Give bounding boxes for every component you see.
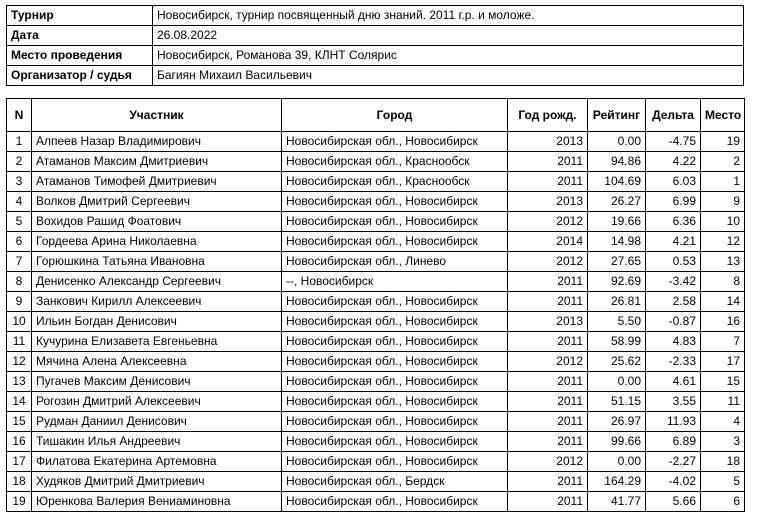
cell-birth-year: 2011 xyxy=(508,292,588,312)
cell-delta: -2.27 xyxy=(646,452,701,472)
cell-rating: 51.15 xyxy=(588,392,646,412)
cell-participant: Кучурина Елизавета Евгеньевна xyxy=(32,332,282,352)
column-header-participant: Участник xyxy=(32,99,282,132)
cell-place: 1 xyxy=(701,172,745,192)
table-row xyxy=(7,192,745,212)
cell-number: 6 xyxy=(7,232,32,252)
header-row xyxy=(7,99,745,132)
cell-number: 5 xyxy=(7,212,32,232)
cell-city: Новосибирская обл., Краснообск xyxy=(282,152,508,172)
cell-city: Новосибирская обл., Линево xyxy=(282,252,508,272)
cell-place: 7 xyxy=(701,332,745,352)
cell-birth-year: 2012 xyxy=(508,452,588,472)
cell-delta: 11.93 xyxy=(646,412,701,432)
cell-place: 19 xyxy=(701,132,745,152)
cell-participant: Волков Дмитрий Сергеевич xyxy=(32,192,282,212)
cell-city: Новосибирская обл., Новосибирск xyxy=(282,352,508,372)
cell-participant: Атаманов Максим Дмитриевич xyxy=(32,152,282,172)
cell-number: 16 xyxy=(7,432,32,452)
cell-rating: 25.62 xyxy=(588,352,646,372)
cell-participant: Мячина Алена Алексеевна xyxy=(32,352,282,372)
cell-birth-year: 2012 xyxy=(508,352,588,372)
table-row xyxy=(7,232,745,252)
table-row xyxy=(7,332,745,352)
column-header-rating: Рейтинг xyxy=(588,99,646,132)
cell-place: 17 xyxy=(701,352,745,372)
column-header-birth-year: Год рожд. xyxy=(508,99,588,132)
info-key: Дата xyxy=(7,26,153,46)
cell-delta: 2.58 xyxy=(646,292,701,312)
table-row xyxy=(7,272,745,292)
cell-number: 3 xyxy=(7,172,32,192)
info-row-date xyxy=(7,26,744,46)
table-row xyxy=(7,452,745,472)
cell-number: 1 xyxy=(7,132,32,152)
cell-number: 7 xyxy=(7,252,32,272)
cell-rating: 0.00 xyxy=(588,372,646,392)
cell-delta: 6.03 xyxy=(646,172,701,192)
column-header-n: N xyxy=(7,99,32,132)
cell-number: 10 xyxy=(7,312,32,332)
info-row-venue xyxy=(7,46,744,66)
info-value: Багиян Михаил Васильевич xyxy=(153,66,744,86)
cell-city: Новосибирская обл., Новосибирск xyxy=(282,132,508,152)
table-row xyxy=(7,492,745,512)
cell-city: Новосибирская обл., Новосибирск xyxy=(282,372,508,392)
cell-delta: 6.99 xyxy=(646,192,701,212)
cell-city: Новосибирская обл., Бердск xyxy=(282,472,508,492)
table-row xyxy=(7,212,745,232)
cell-city: Новосибирская обл., Новосибирск xyxy=(282,432,508,452)
cell-participant: Пугачев Максим Денисович xyxy=(32,372,282,392)
info-key: Место проведения xyxy=(7,46,153,66)
cell-participant: Вохидов Рашид Фоатович xyxy=(32,212,282,232)
table-row xyxy=(7,172,745,192)
cell-number: 11 xyxy=(7,332,32,352)
cell-participant: Гордеева Арина Николаевна xyxy=(32,232,282,252)
cell-place: 2 xyxy=(701,152,745,172)
cell-birth-year: 2011 xyxy=(508,392,588,412)
cell-delta: -0.87 xyxy=(646,312,701,332)
cell-rating: 0.00 xyxy=(588,452,646,472)
table-row xyxy=(7,372,745,392)
cell-place: 8 xyxy=(701,272,745,292)
cell-rating: 164.29 xyxy=(588,472,646,492)
cell-number: 8 xyxy=(7,272,32,292)
cell-number: 14 xyxy=(7,392,32,412)
cell-delta: -2.33 xyxy=(646,352,701,372)
cell-delta: 0.53 xyxy=(646,252,701,272)
cell-participant: Тишакин Илья Андреевич xyxy=(32,432,282,452)
cell-city: Новосибирская обл., Новосибирск xyxy=(282,292,508,312)
cell-birth-year: 2011 xyxy=(508,272,588,292)
cell-number: 17 xyxy=(7,452,32,472)
cell-rating: 58.99 xyxy=(588,332,646,352)
cell-number: 2 xyxy=(7,152,32,172)
cell-city: Новосибирская обл., Новосибирск xyxy=(282,332,508,352)
cell-birth-year: 2011 xyxy=(508,432,588,452)
results-table xyxy=(6,98,745,512)
cell-rating: 27.65 xyxy=(588,252,646,272)
cell-number: 19 xyxy=(7,492,32,512)
cell-place: 18 xyxy=(701,452,745,472)
cell-delta: 5.66 xyxy=(646,492,701,512)
cell-birth-year: 2011 xyxy=(508,372,588,392)
cell-birth-year: 2013 xyxy=(508,132,588,152)
cell-participant: Рудман Даниил Денисович xyxy=(32,412,282,432)
cell-number: 15 xyxy=(7,412,32,432)
cell-number: 4 xyxy=(7,192,32,212)
cell-rating: 0.00 xyxy=(588,132,646,152)
cell-place: 16 xyxy=(701,312,745,332)
table-row xyxy=(7,292,745,312)
cell-city: Новосибирская обл., Новосибирск xyxy=(282,412,508,432)
cell-birth-year: 2014 xyxy=(508,232,588,252)
table-row xyxy=(7,472,745,492)
table-row xyxy=(7,312,745,332)
cell-rating: 94.86 xyxy=(588,152,646,172)
column-header-city: Город xyxy=(282,99,508,132)
cell-delta: 4.61 xyxy=(646,372,701,392)
cell-participant: Денисенко Александр Сергеевич xyxy=(32,272,282,292)
cell-rating: 26.27 xyxy=(588,192,646,212)
cell-place: 15 xyxy=(701,372,745,392)
cell-place: 6 xyxy=(701,492,745,512)
cell-place: 13 xyxy=(701,252,745,272)
column-header-delta: Дельта xyxy=(646,99,701,132)
tournament-info-table xyxy=(6,5,744,86)
info-row-organizer xyxy=(7,66,744,86)
cell-participant: Алпеев Назар Владимирович xyxy=(32,132,282,152)
info-value: Новосибирск, Романова 39, КЛНТ Солярис xyxy=(153,46,744,66)
cell-city: Новосибирская обл., Новосибирск xyxy=(282,452,508,472)
cell-participant: Ильин Богдан Денисович xyxy=(32,312,282,332)
cell-rating: 92.69 xyxy=(588,272,646,292)
cell-place: 3 xyxy=(701,432,745,452)
cell-participant: Худяков Дмитрий Дмитриевич xyxy=(32,472,282,492)
cell-birth-year: 2012 xyxy=(508,212,588,232)
cell-rating: 14.98 xyxy=(588,232,646,252)
cell-delta: -4.75 xyxy=(646,132,701,152)
table-row xyxy=(7,392,745,412)
cell-delta: -3.42 xyxy=(646,272,701,292)
cell-rating: 26.97 xyxy=(588,412,646,432)
cell-rating: 5.50 xyxy=(588,312,646,332)
cell-city: --, Новосибирск xyxy=(282,272,508,292)
info-value: Новосибирск, турнир посвященный дню знаний. 2011 г.р. и моложе. xyxy=(153,6,744,26)
cell-city: Новосибирская обл., Новосибирск xyxy=(282,192,508,212)
cell-participant: Занкович Кирилл Алексеевич xyxy=(32,292,282,312)
cell-city: Новосибирская обл., Новосибирск xyxy=(282,312,508,332)
cell-place: 12 xyxy=(701,232,745,252)
column-header-place: Место xyxy=(701,99,745,132)
cell-delta: 4.83 xyxy=(646,332,701,352)
cell-birth-year: 2012 xyxy=(508,252,588,272)
table-row xyxy=(7,252,745,272)
cell-rating: 19.66 xyxy=(588,212,646,232)
cell-city: Новосибирская обл., Новосибирск xyxy=(282,492,508,512)
info-key: Организатор / судья xyxy=(7,66,153,86)
cell-delta: 4.22 xyxy=(646,152,701,172)
cell-participant: Атаманов Тимофей Дмитриевич xyxy=(32,172,282,192)
table-row xyxy=(7,352,745,372)
cell-city: Новосибирская обл., Краснообск xyxy=(282,172,508,192)
cell-place: 14 xyxy=(701,292,745,312)
cell-birth-year: 2011 xyxy=(508,492,588,512)
cell-birth-year: 2011 xyxy=(508,472,588,492)
cell-delta: -4.02 xyxy=(646,472,701,492)
table-row xyxy=(7,432,745,452)
info-key: Турнир xyxy=(7,6,153,26)
cell-participant: Горюшкина Татьяна Ивановна xyxy=(32,252,282,272)
cell-participant: Филатова Екатерина Артемовна xyxy=(32,452,282,472)
info-value: 26.08.2022 xyxy=(153,26,744,46)
cell-delta: 4.21 xyxy=(646,232,701,252)
cell-birth-year: 2011 xyxy=(508,172,588,192)
cell-birth-year: 2013 xyxy=(508,192,588,212)
cell-rating: 99.66 xyxy=(588,432,646,452)
cell-birth-year: 2011 xyxy=(508,412,588,432)
cell-birth-year: 2011 xyxy=(508,332,588,352)
cell-place: 9 xyxy=(701,192,745,212)
results-body xyxy=(7,132,745,512)
cell-place: 5 xyxy=(701,472,745,492)
cell-place: 4 xyxy=(701,412,745,432)
cell-number: 13 xyxy=(7,372,32,392)
table-row xyxy=(7,412,745,432)
cell-participant: Юренкова Валерия Вениаминовна xyxy=(32,492,282,512)
cell-city: Новосибирская обл., Новосибирск xyxy=(282,392,508,412)
cell-city: Новосибирская обл., Новосибирск xyxy=(282,212,508,232)
cell-rating: 104.69 xyxy=(588,172,646,192)
cell-birth-year: 2013 xyxy=(508,312,588,332)
cell-rating: 26.81 xyxy=(588,292,646,312)
cell-delta: 6.89 xyxy=(646,432,701,452)
cell-rating: 41.77 xyxy=(588,492,646,512)
cell-number: 12 xyxy=(7,352,32,372)
cell-participant: Рогозин Дмитрий Алексеевич xyxy=(32,392,282,412)
cell-number: 18 xyxy=(7,472,32,492)
cell-place: 11 xyxy=(701,392,745,412)
table-row xyxy=(7,132,745,152)
cell-number: 9 xyxy=(7,292,32,312)
cell-place: 10 xyxy=(701,212,745,232)
cell-delta: 3.55 xyxy=(646,392,701,412)
cell-city: Новосибирская обл., Новосибирск xyxy=(282,232,508,252)
cell-delta: 6.36 xyxy=(646,212,701,232)
table-row xyxy=(7,152,745,172)
info-row-tournament xyxy=(7,6,744,26)
cell-birth-year: 2011 xyxy=(508,152,588,172)
